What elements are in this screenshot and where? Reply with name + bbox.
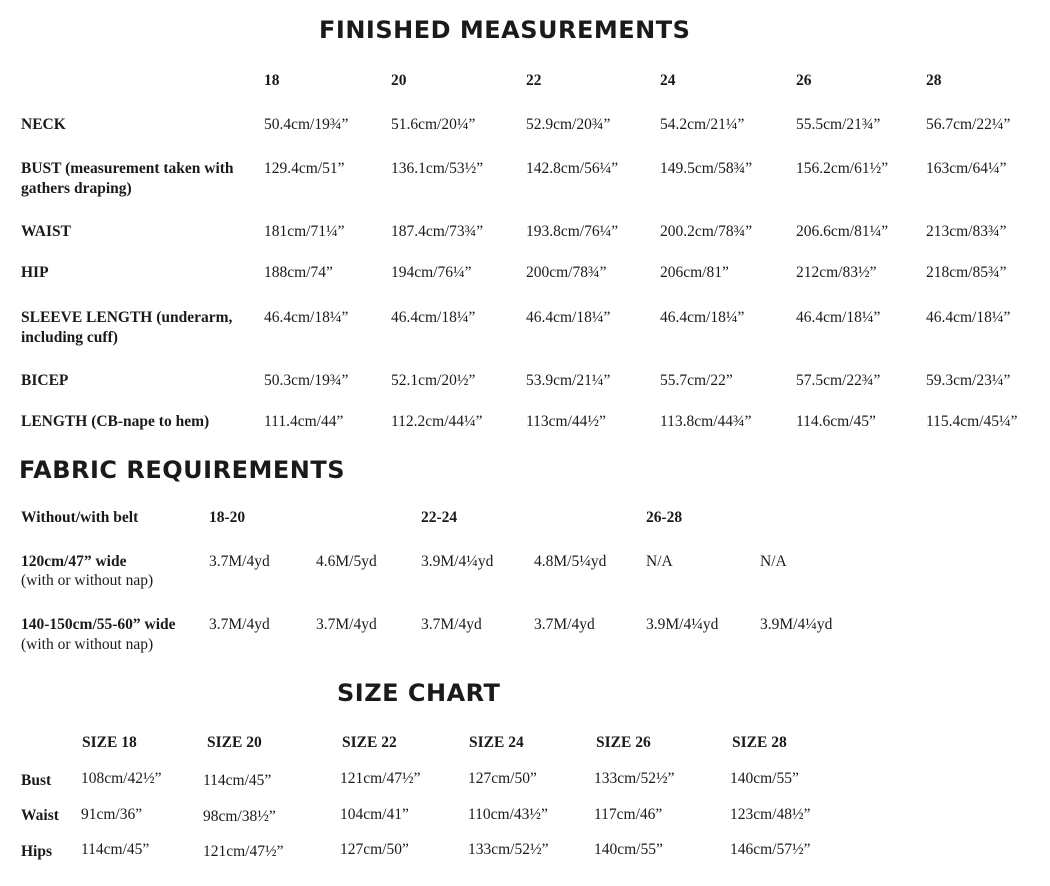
table-cell: 213cm/83¾” (926, 223, 1007, 240)
table-cell: 3.7M/4yd (534, 616, 595, 633)
table-cell: 206cm/81” (660, 264, 729, 281)
size-header: SIZE 28 (732, 734, 787, 751)
table-cell: 46.4cm/18¼” (264, 309, 349, 326)
table-cell: N/A (646, 553, 673, 570)
table-cell: 55.7cm/22” (660, 372, 733, 389)
table-cell: 140cm/55” (594, 841, 663, 858)
table-cell: 121cm/47½” (203, 843, 284, 860)
size-group-header: 22-24 (421, 509, 458, 526)
table-cell: 108cm/42½” (81, 770, 162, 787)
fabric-width-label: 120cm/47” wide (21, 553, 127, 570)
row-label-continued: including cuff) (21, 329, 118, 346)
row-label: BUST (measurement taken with (21, 160, 234, 177)
table-cell: 206.6cm/81¼” (796, 223, 889, 240)
table-cell: 129.4cm/51” (264, 160, 345, 177)
table-cell: 188cm/74” (264, 264, 333, 281)
row-label: Bust (21, 772, 52, 789)
table-cell: 52.1cm/20½” (391, 372, 476, 389)
finished-measurements-title: FINISHED MEASUREMENTS (319, 16, 691, 44)
table-cell: 117cm/46” (594, 806, 663, 823)
size-header: 28 (926, 72, 942, 89)
table-cell: 123cm/48½” (730, 806, 811, 823)
table-cell: 3.7M/4yd (316, 616, 377, 633)
table-cell: 46.4cm/18¼” (926, 309, 1011, 326)
table-cell: 133cm/52½” (594, 770, 675, 787)
table-cell: 3.9M/4¼yd (421, 553, 494, 570)
size-chart-title: SIZE CHART (337, 679, 501, 707)
fabric-width-label: 140-150cm/55-60” wide (21, 616, 176, 633)
table-cell: 149.5cm/58¾” (660, 160, 753, 177)
table-cell: 46.4cm/18¼” (796, 309, 881, 326)
table-cell: 91cm/36” (81, 806, 143, 823)
table-cell: 200.2cm/78¾” (660, 223, 753, 240)
table-cell: 113.8cm/44¾” (660, 413, 752, 430)
table-cell: 127cm/50” (340, 841, 409, 858)
row-label: Hips (21, 843, 53, 860)
table-cell: 140cm/55” (730, 770, 799, 787)
row-label: BICEP (21, 372, 69, 389)
table-cell: 187.4cm/73¾” (391, 223, 484, 240)
row-label: Waist (21, 807, 59, 824)
table-cell: 46.4cm/18¼” (391, 309, 476, 326)
table-cell: 200cm/78¾” (526, 264, 607, 281)
table-cell: 55.5cm/21¾” (796, 116, 881, 133)
table-cell: 181cm/71¼” (264, 223, 345, 240)
table-cell: 3.9M/4¼yd (760, 616, 833, 633)
table-cell: 46.4cm/18¼” (660, 309, 745, 326)
table-cell: 114cm/45” (203, 772, 272, 789)
fabric-header-label: Without/with belt (21, 509, 139, 526)
row-label: LENGTH (CB-nape to hem) (21, 413, 210, 430)
fabric-requirements-title: FABRIC REQUIREMENTS (19, 456, 345, 484)
size-header: 24 (660, 72, 676, 89)
table-cell: 121cm/47½” (340, 770, 421, 787)
table-cell: 50.4cm/19¾” (264, 116, 349, 133)
size-header: 18 (264, 72, 280, 89)
table-cell: 218cm/85¾” (926, 264, 1007, 281)
table-cell: 163cm/64¼” (926, 160, 1007, 177)
table-cell: 114.6cm/45” (796, 413, 876, 430)
table-cell: 115.4cm/45¼” (926, 413, 1018, 430)
table-cell: 52.9cm/20¾” (526, 116, 611, 133)
row-label: NECK (21, 116, 66, 133)
table-cell: 193.8cm/76¼” (526, 223, 619, 240)
row-label: HIP (21, 264, 49, 281)
table-cell: 4.8M/5¼yd (534, 553, 607, 570)
table-cell: 114cm/45” (81, 841, 150, 858)
table-cell: 146cm/57½” (730, 841, 811, 858)
size-header: SIZE 20 (207, 734, 262, 751)
fabric-nap-note: (with or without nap) (21, 636, 154, 653)
table-cell: 3.9M/4¼yd (646, 616, 719, 633)
table-cell: 111.4cm/44” (264, 413, 344, 430)
table-cell: 98cm/38½” (203, 808, 276, 825)
row-label: WAIST (21, 223, 71, 240)
table-cell: 4.6M/5yd (316, 553, 377, 570)
table-cell: 142.8cm/56¼” (526, 160, 619, 177)
table-cell: 3.7M/4yd (421, 616, 482, 633)
table-cell: 136.1cm/53½” (391, 160, 484, 177)
fabric-nap-note: (with or without nap) (21, 572, 154, 589)
table-cell: 59.3cm/23¼” (926, 372, 1011, 389)
table-cell: 212cm/83½” (796, 264, 877, 281)
size-header: SIZE 26 (596, 734, 651, 751)
size-header: SIZE 22 (342, 734, 397, 751)
table-cell: 3.7M/4yd (209, 553, 270, 570)
row-label: SLEEVE LENGTH (underarm, (21, 309, 233, 326)
table-cell: 57.5cm/22¾” (796, 372, 881, 389)
table-cell: 133cm/52½” (468, 841, 549, 858)
size-header: SIZE 18 (82, 734, 137, 751)
size-group-header: 18-20 (209, 509, 246, 526)
table-cell: 53.9cm/21¼” (526, 372, 611, 389)
table-cell: 51.6cm/20¼” (391, 116, 476, 133)
size-header: 20 (391, 72, 407, 89)
table-cell: 54.2cm/21¼” (660, 116, 745, 133)
size-header: 22 (526, 72, 542, 89)
table-cell: 3.7M/4yd (209, 616, 270, 633)
table-cell: 56.7cm/22¼” (926, 116, 1011, 133)
table-cell: 112.2cm/44¼” (391, 413, 483, 430)
table-cell: 50.3cm/19¾” (264, 372, 349, 389)
table-cell: 156.2cm/61½” (796, 160, 889, 177)
table-cell: 113cm/44½” (526, 413, 606, 430)
size-group-header: 26-28 (646, 509, 683, 526)
table-cell: 110cm/43½” (468, 806, 548, 823)
table-cell: 46.4cm/18¼” (526, 309, 611, 326)
size-header: 26 (796, 72, 812, 89)
table-cell: N/A (760, 553, 787, 570)
row-label-continued: gathers draping) (21, 180, 132, 197)
table-cell: 194cm/76¼” (391, 264, 472, 281)
size-header: SIZE 24 (469, 734, 524, 751)
table-cell: 104cm/41” (340, 806, 409, 823)
table-cell: 127cm/50” (468, 770, 537, 787)
